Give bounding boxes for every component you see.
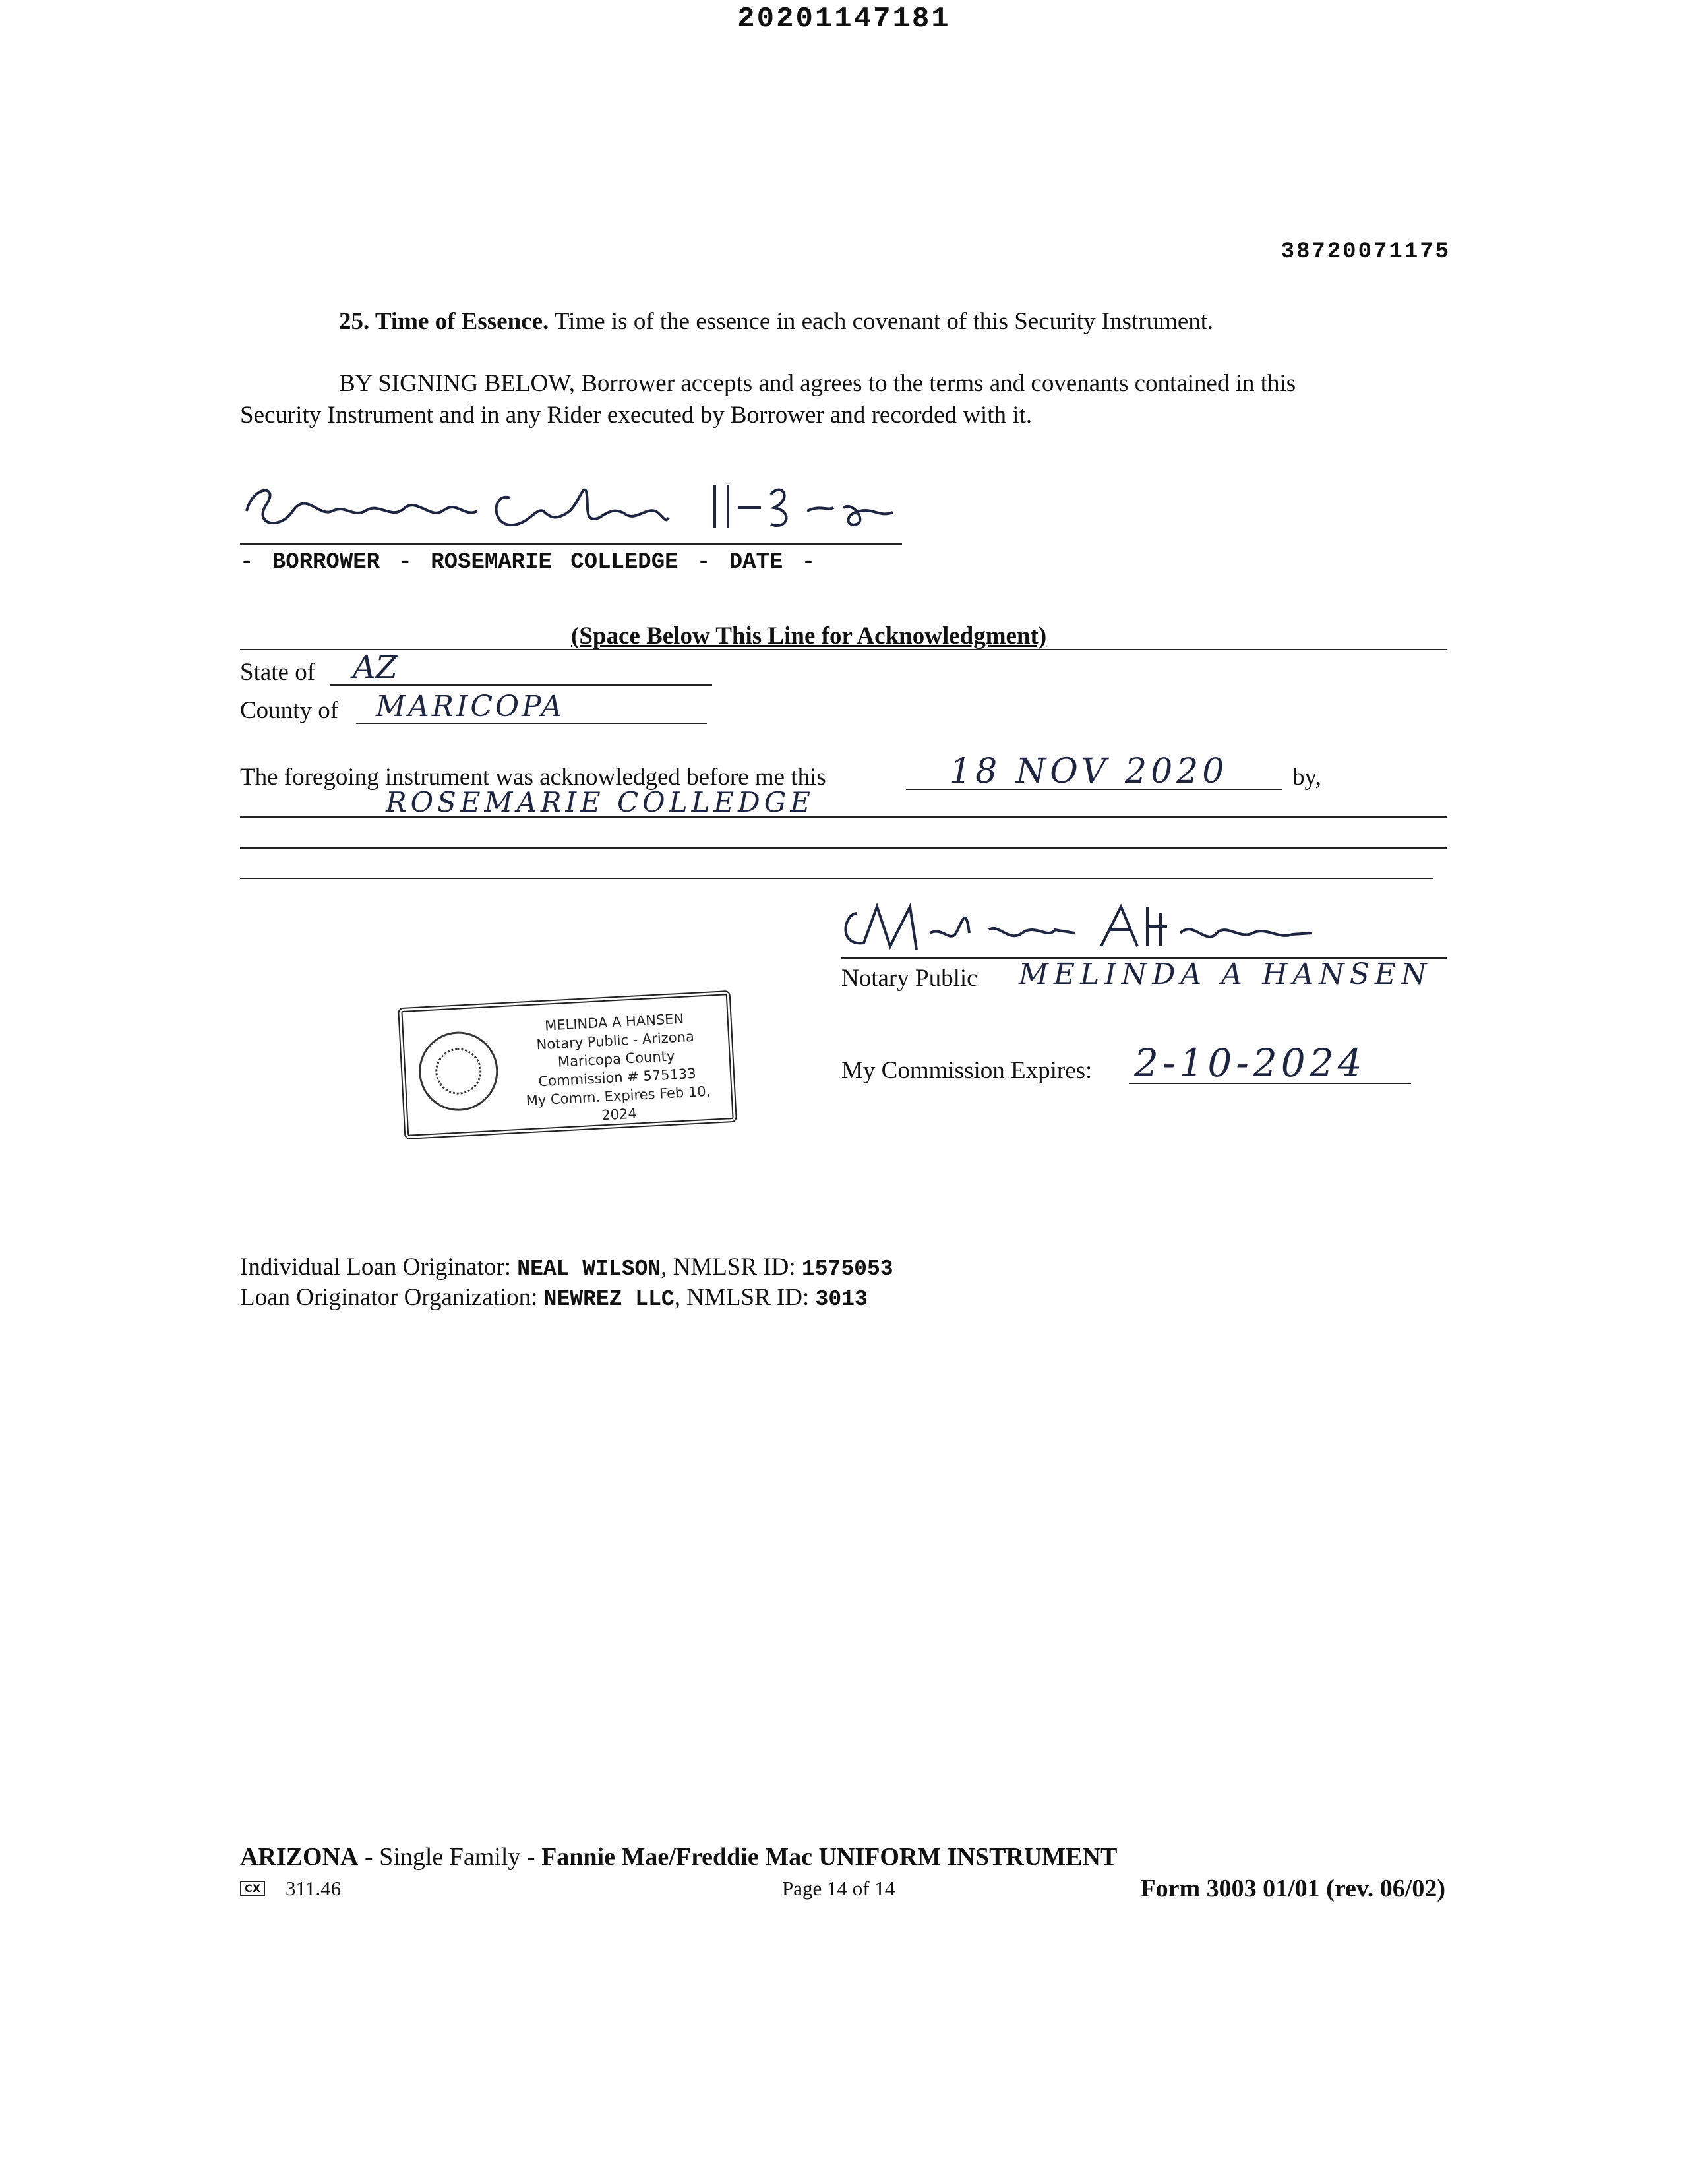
signing-paragraph-line2: Security Instrument and in any Rider executed by Borrower and recorded with it. bbox=[240, 402, 1033, 429]
state-value: AZ bbox=[353, 649, 398, 686]
borrower-caption: - BORROWER - ROSEMARIE COLLEDGE - DATE - bbox=[240, 550, 816, 575]
by-text: by, bbox=[1292, 764, 1321, 791]
name-line-3 bbox=[240, 878, 1433, 879]
county-line bbox=[356, 723, 707, 724]
org-originator-label: Loan Originator Organization: bbox=[240, 1284, 538, 1311]
commission-line bbox=[1129, 1083, 1411, 1084]
section-25-heading: 25. Time of Essence. bbox=[339, 308, 549, 335]
notary-signature-area bbox=[837, 894, 1391, 963]
vendor-logo-icon: CX bbox=[240, 1881, 265, 1896]
stamp-seal-inner bbox=[434, 1047, 483, 1096]
page-number: Page 14 of 14 bbox=[782, 1877, 895, 1900]
state-label: State of bbox=[240, 659, 316, 686]
borrower-signature-area bbox=[240, 471, 965, 544]
name-line-2 bbox=[240, 847, 1447, 849]
footer-state: ARIZONA bbox=[240, 1843, 359, 1871]
stamp-line2: Notary Public - Arizona bbox=[536, 1028, 695, 1053]
county-label: County of bbox=[240, 697, 339, 724]
stamp-line4: Commission # 575133 bbox=[538, 1065, 697, 1090]
name-line-1 bbox=[240, 816, 1447, 818]
foregoing-text: The foregoing instrument was acknowledged before me this bbox=[240, 764, 826, 791]
org-nmlsr-id: 3013 bbox=[815, 1287, 868, 1312]
individual-id-label: , NMLSR ID: bbox=[661, 1254, 796, 1281]
footer-instrument: Fannie Mae/Freddie Mac UNIFORM INSTRUMENT bbox=[541, 1843, 1118, 1871]
acknowledgment-divider-label: (Space Below This Line for Acknowledgment) bbox=[571, 622, 1047, 650]
acknowledgment-date: 18 NOV 2020 bbox=[950, 752, 1228, 791]
date-line bbox=[906, 789, 1282, 790]
section-25-text: Time is of the essence in each covenant of this Security Instrument. bbox=[554, 308, 1214, 335]
individual-originator bbox=[240, 1253, 893, 1281]
individual-originator-label: Individual Loan Originator: bbox=[240, 1254, 512, 1281]
stamp-line3: Maricopa County bbox=[557, 1048, 675, 1070]
county-value: MARICOPA bbox=[376, 690, 565, 723]
commission-label: My Commission Expires: bbox=[841, 1057, 1093, 1084]
state-line bbox=[330, 684, 712, 686]
originator-organization bbox=[240, 1283, 868, 1312]
acknowledged-name: ROSEMARIE COLLEDGE bbox=[386, 786, 814, 818]
loan-number: 38720071175 bbox=[1281, 239, 1451, 264]
signing-paragraph-line1: BY SIGNING BELOW, Borrower accepts and agrees to the terms and covenants contained in this bbox=[339, 370, 1296, 397]
org-id-label: , NMLSR ID: bbox=[674, 1284, 810, 1311]
notary-printed-name: MELINDA A HANSEN bbox=[1019, 957, 1432, 991]
footer-title bbox=[240, 1842, 1117, 1871]
commission-value: 2-10-2024 bbox=[1134, 1041, 1366, 1085]
footer-sep: - Single Family - bbox=[358, 1843, 542, 1871]
borrower-signature-line bbox=[240, 543, 902, 545]
stamp-seal bbox=[417, 1030, 500, 1113]
individual-originator-name: NEAL WILSON bbox=[517, 1257, 661, 1281]
section-25 bbox=[339, 307, 1213, 336]
stamp-line5: My Comm. Expires Feb 10, 2024 bbox=[526, 1083, 711, 1124]
form-number: Form 3003 01/01 (rev. 06/02) bbox=[1140, 1875, 1445, 1902]
form-code: 311.46 bbox=[286, 1877, 342, 1900]
borrower-signature bbox=[240, 471, 965, 544]
individual-nmlsr-id: 1575053 bbox=[801, 1257, 893, 1281]
recording-number: 20201147181 bbox=[737, 3, 951, 36]
notary-stamp bbox=[398, 990, 737, 1139]
stamp-text bbox=[505, 1008, 728, 1130]
acknowledgment-divider-line bbox=[240, 649, 1447, 650]
org-originator-name: NEWREZ LLC bbox=[543, 1287, 675, 1312]
notary-public-label: Notary Public bbox=[841, 965, 978, 992]
stamp-line1: MELINDA A HANSEN bbox=[544, 1010, 684, 1034]
notary-signature bbox=[837, 894, 1391, 963]
